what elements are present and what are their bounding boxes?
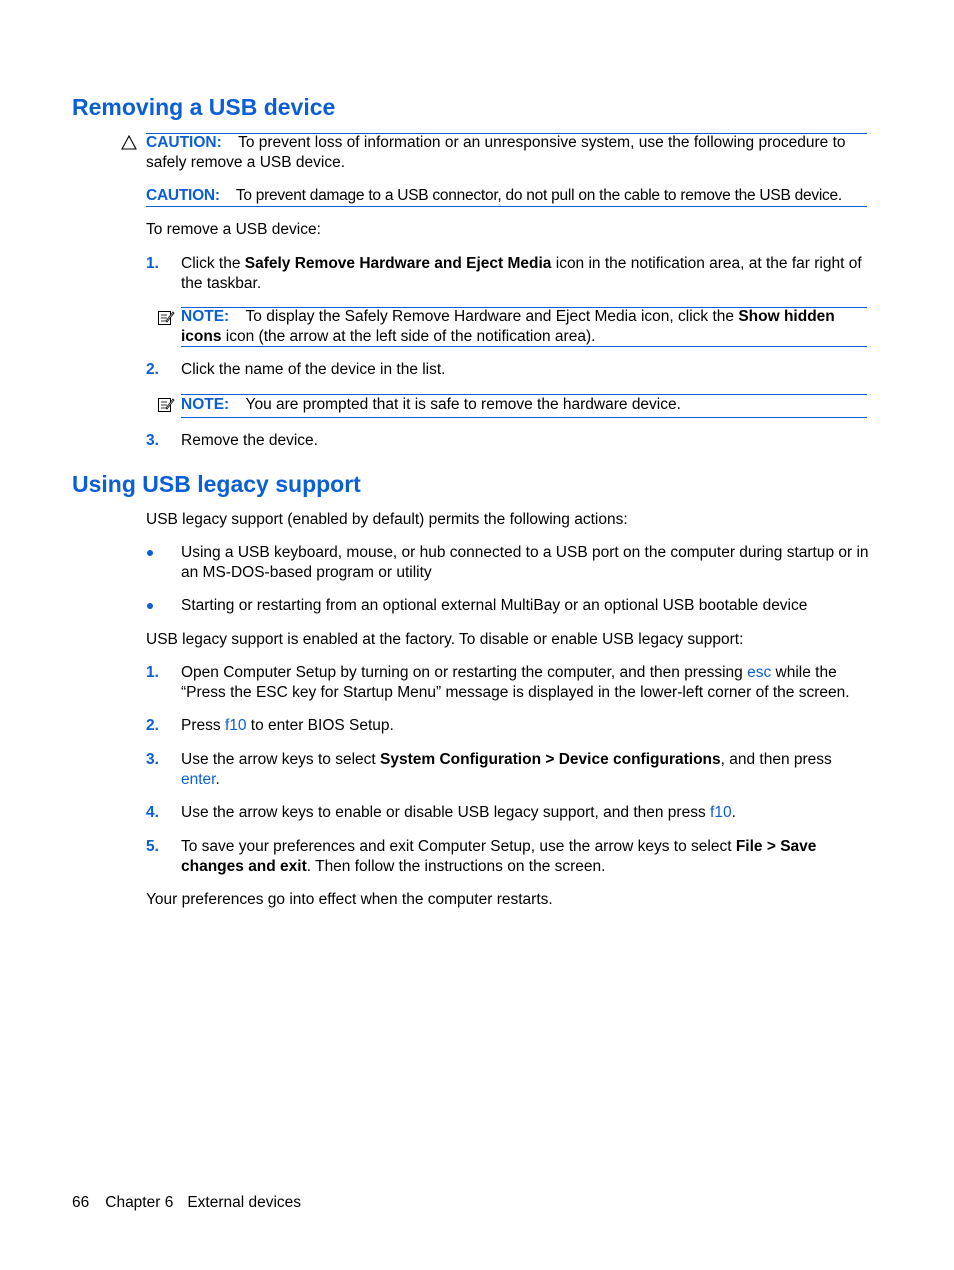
- section-title-usb-legacy: Using USB legacy support: [72, 471, 361, 497]
- caution-label: CAUTION:: [146, 187, 220, 204]
- warning-triangle-icon: [121, 135, 137, 155]
- caution-text: To prevent loss of information or an unresponsive system, use the following procedure to safely remove a USB device.: [146, 134, 846, 171]
- step-text: Use the arrow keys to select: [181, 751, 380, 768]
- note-pad-icon: [157, 396, 175, 418]
- step-text: Open Computer Setup by turning on or restarting the computer, and then pressing: [181, 664, 748, 681]
- note-label: NOTE:: [181, 308, 230, 325]
- step-text: icon in the notification area, at the far right of the taskbar.: [181, 255, 862, 292]
- step-number: 1.: [146, 664, 159, 681]
- step-text: while the “Press the ESC key for Startup Menu” message is displayed in the lower-left corner of the screen.: [181, 664, 850, 701]
- step-text: to enter BIOS Setup.: [246, 717, 394, 734]
- step-2-text: Click the name of the device in the list.: [181, 361, 446, 378]
- step-text: , and then press: [720, 751, 832, 768]
- ui-element-name: Safely Remove Hardware and Eject Media: [244, 255, 552, 272]
- step-text: .: [731, 804, 736, 821]
- note-label: NOTE:: [181, 396, 230, 413]
- step-number: 1.: [146, 255, 159, 272]
- step-number: 2.: [146, 717, 159, 734]
- bullet-item: Starting or restarting from an optional external MultiBay or an optional USB bootable device: [181, 597, 808, 614]
- bullet-item: Using a USB keyboard, mouse, or hub connected to a USB port on the computer during startup or in an MS-DOS-based program or utility: [181, 544, 869, 581]
- page-number: 66: [72, 1194, 90, 1211]
- key-name: f10: [710, 804, 732, 821]
- chapter-label: Chapter 6: [105, 1194, 174, 1211]
- step-number: 2.: [146, 361, 159, 378]
- chapter-title: External devices: [187, 1194, 302, 1211]
- note-2: [181, 395, 869, 415]
- step-number: 5.: [146, 838, 159, 855]
- legacy-intro-2: USB legacy support is enabled at the factory. To disable or enable USB legacy support:: [146, 631, 744, 648]
- key-name: esc: [747, 664, 772, 681]
- legacy-intro: USB legacy support (enabled by default) permits the following actions:: [146, 511, 628, 528]
- step-5-text: [181, 837, 869, 876]
- step-number: 3.: [146, 751, 159, 768]
- step-3-text: Remove the device.: [181, 432, 318, 449]
- step-text: .: [215, 770, 220, 788]
- note-1: [181, 307, 869, 346]
- note-bottom-rule: [181, 417, 867, 418]
- step-text: . Then follow the instructions on the screen.: [306, 857, 606, 875]
- key-name: enter: [181, 770, 216, 788]
- menu-path: File > Save changes and exit: [181, 838, 817, 875]
- caution-bottom-rule: [146, 206, 867, 207]
- procedure-intro: To remove a USB device:: [146, 221, 321, 238]
- note-text: To display the Safely Remove Hardware and Eject Media icon, click the: [245, 308, 739, 325]
- caution-label: CAUTION:: [146, 134, 222, 151]
- note-bottom-rule: [181, 346, 867, 347]
- note-text: You are prompted that it is safe to remove the hardware device.: [245, 396, 681, 413]
- step-3-text: [181, 750, 869, 789]
- bullet-dot: [147, 603, 153, 609]
- step-2-text: [181, 716, 869, 736]
- note-pad-icon: [157, 309, 175, 331]
- section-title-removing-usb: Removing a USB device: [72, 94, 336, 120]
- step-number: 3.: [146, 432, 159, 449]
- step-text: Click the: [181, 255, 245, 272]
- key-name: f10: [224, 717, 247, 734]
- bullet-dot: [147, 550, 153, 556]
- page-footer: [72, 1193, 301, 1213]
- caution-2: [146, 186, 868, 206]
- ui-element-name: Show hidden icons: [181, 308, 835, 345]
- step-text: To save your preferences and exit Computer Setup, use the arrow keys to select: [181, 838, 736, 855]
- closing-text: Your preferences go into effect when the computer restarts.: [146, 891, 553, 908]
- caution-text: To prevent damage to a USB connector, do not pull on the cable to remove the USB device.: [235, 187, 842, 204]
- note-text: icon (the arrow at the left side of the notification area).: [221, 327, 596, 345]
- caution-1: [146, 133, 868, 172]
- step-1-text: [181, 663, 869, 702]
- menu-path: System Configuration > Device configurations: [380, 751, 721, 768]
- step-4-text: [181, 803, 869, 823]
- step-text: Use the arrow keys to enable or disable USB legacy support, and then press: [181, 804, 711, 821]
- step-number: 4.: [146, 804, 159, 821]
- step-1-text: [181, 254, 869, 293]
- step-text: Press: [181, 717, 225, 734]
